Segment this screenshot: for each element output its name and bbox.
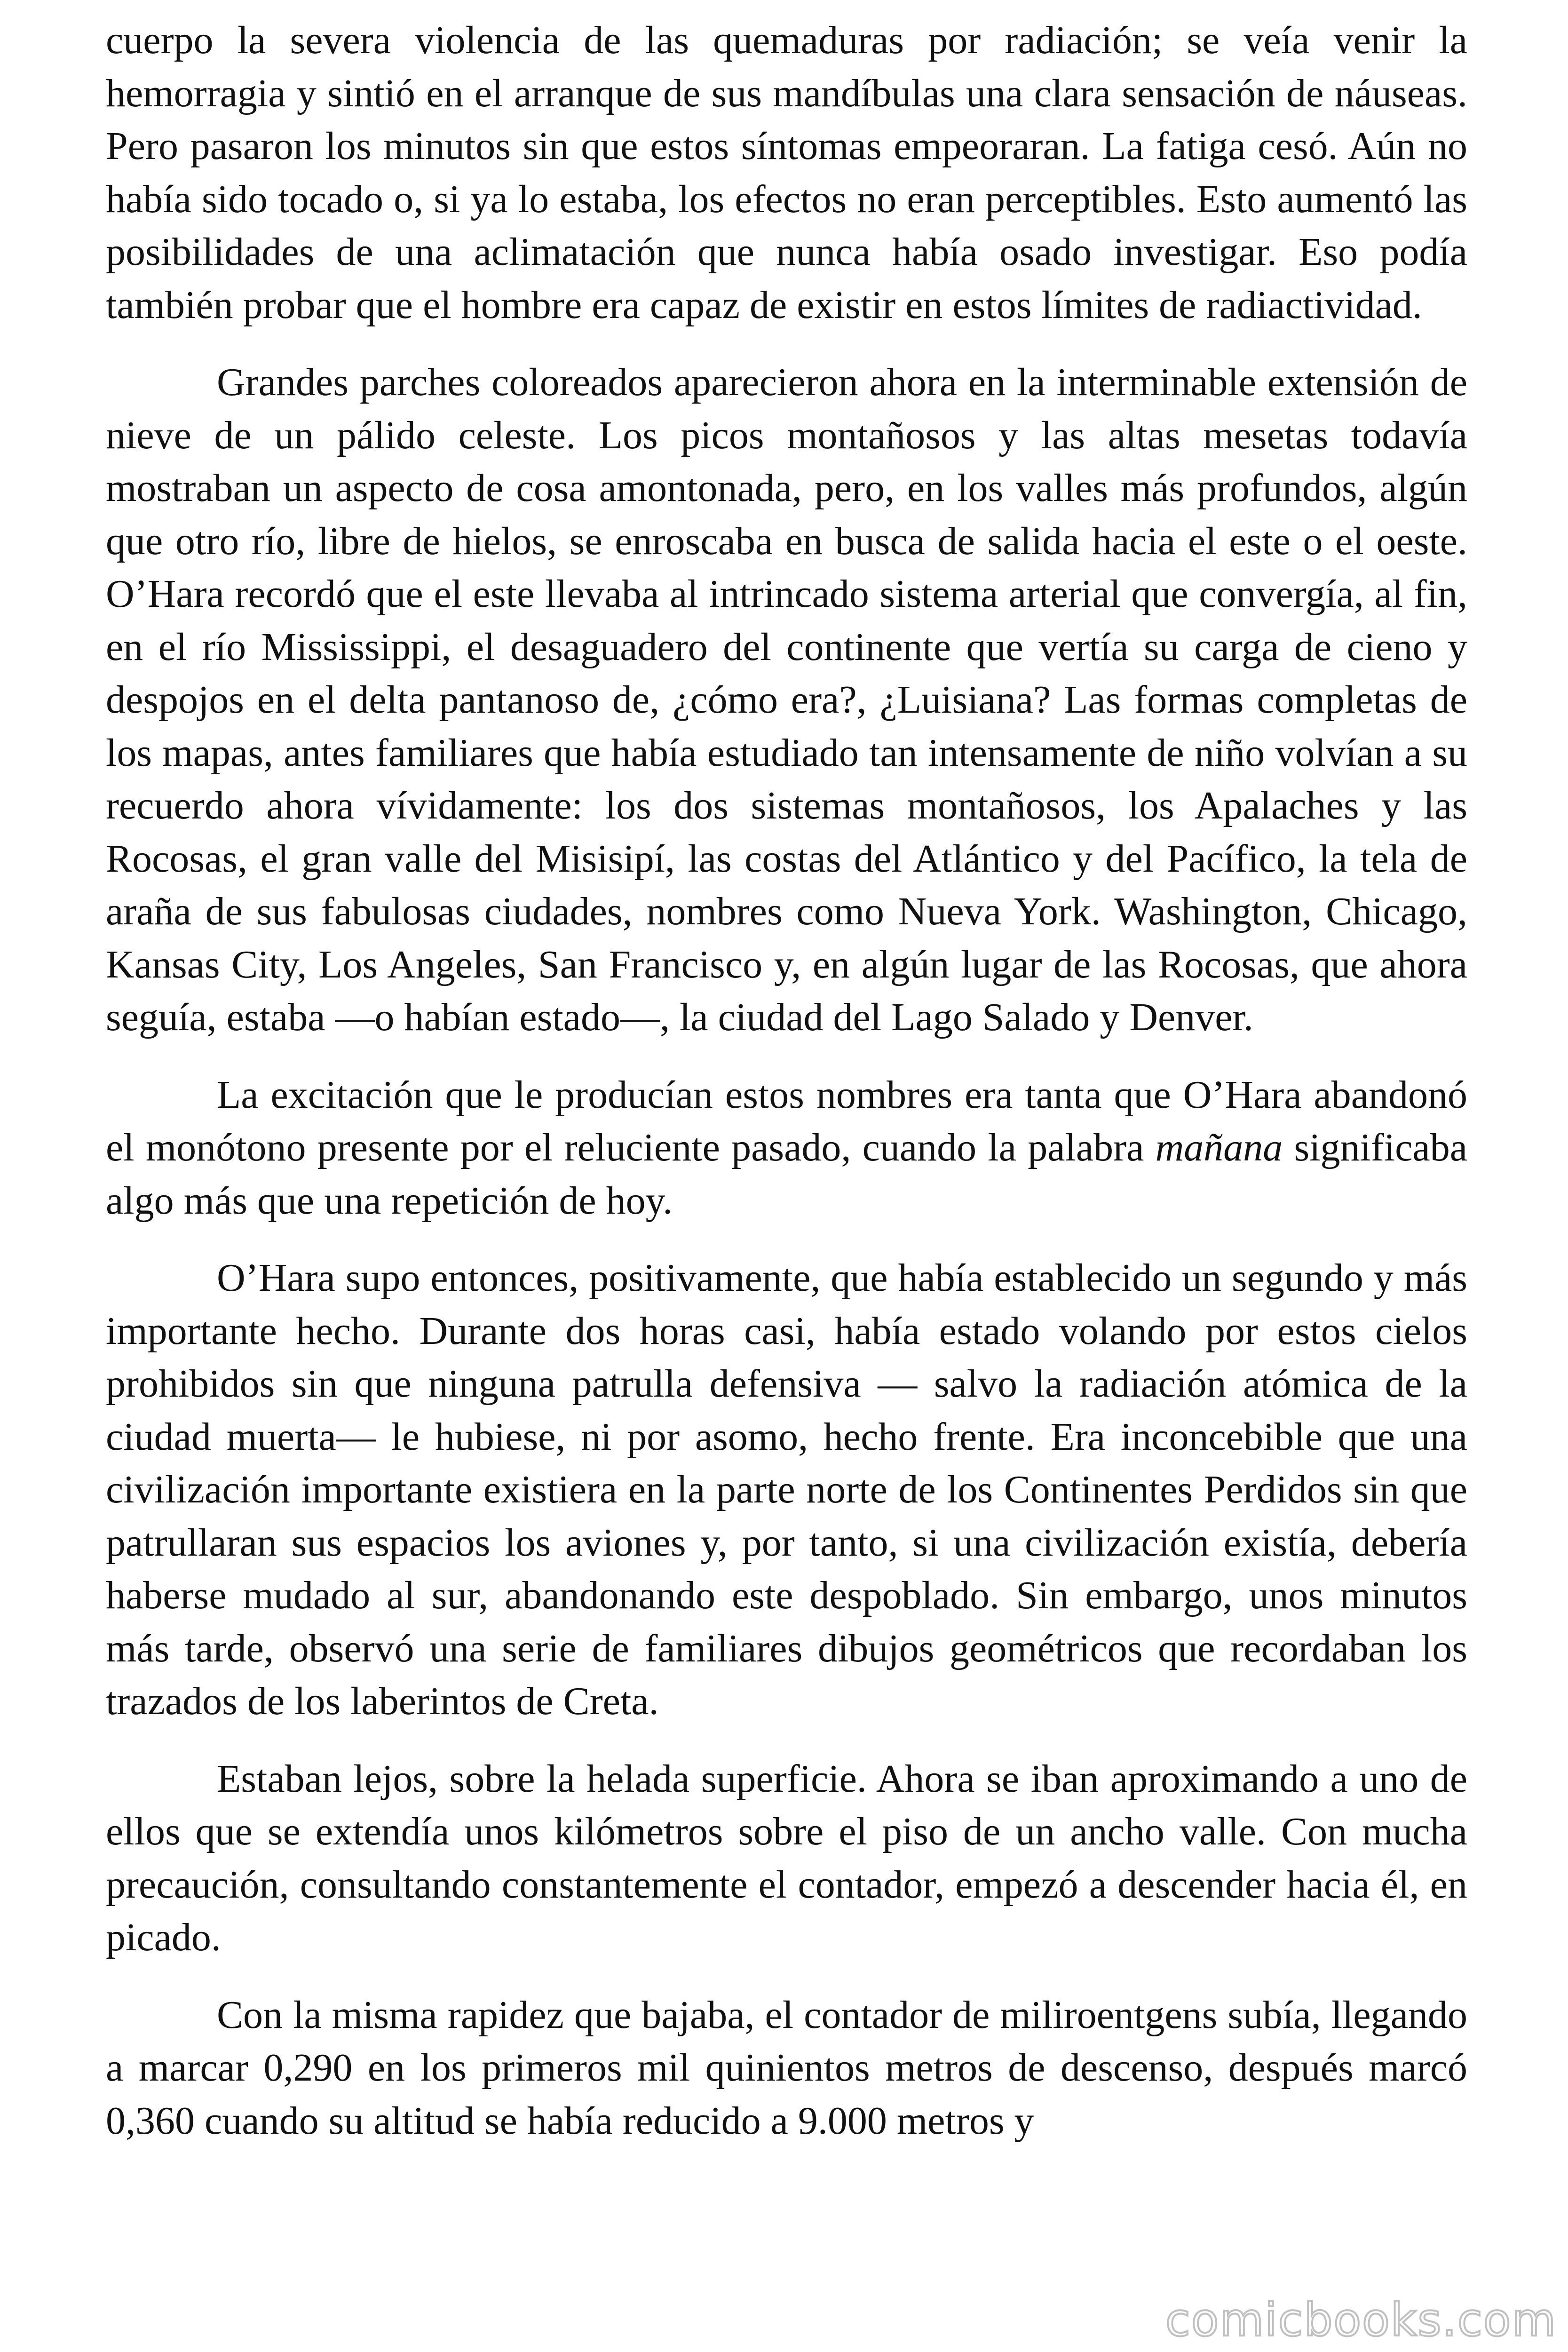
paragraph-3 (106, 1069, 1467, 1228)
book-page-text (106, 14, 1467, 2147)
paragraph-1 (106, 14, 1467, 332)
paragraph-5 (106, 1753, 1467, 1964)
text-run: La excitación que le producían estos nombres era tanta que O’Hara abandonó el monótono presente por el reluciente pasado, cuando la palabra (106, 1073, 1467, 1169)
paragraph-2 (106, 356, 1467, 1044)
text-run: O’Hara supo entonces, positivamente, que había establecido un segundo y más importante hecho. Durante dos horas casi, había estado volando por estos cielos prohibidos sin que ninguna patrulla defensiva — salvo la radiación atómica de la ciudad muerta— le hubiese, ni por asomo, hecho frente. Era inconcebible que una civilización importante existiera en la parte norte de los Continentes Perdidos sin que patrullaran sus espacios los aviones y, por tanto, si una civilización existía, debería haberse mudado al sur, abandonando este despoblado. Sin embargo, unos minutos más tarde, observó una serie de familiares dibujos geométricos que recordaban los trazados de los laberintos de Creta. (106, 1256, 1467, 1723)
paragraph-4 (106, 1252, 1467, 1728)
italic-word: mañana (1155, 1126, 1283, 1169)
text-run: cuerpo la severa violencia de las quemaduras por radiación; se veía venir la hemorragia y sintió en el arranque de sus mandíbulas una clara sensación de náuseas. Pero pasaron los minutos sin que estos síntomas empeoraran. La fatiga cesó. Aún no había sido tocado o, si ya lo estaba, los efectos no eran perceptibles. Esto aumentó las posibilidades de una aclimatación que nunca había osado investigar. Eso podía también probar que el hombre era capaz de existir en estos límites de radiactividad. (106, 18, 1467, 327)
text-run: Grandes parches coloreados aparecieron ahora en la interminable extensión de nieve de un pálido celeste. Los picos montañosos y las altas mesetas todavía mostraban un aspecto de cosa amontonada, pero, en los valles más profundos, algún que otro río, libre de hielos, se enroscaba en busca de salida hacia el este o el oeste. O’Hara recordó que el este llevaba al intrincado sistema arterial que convergía, al fin, en el río Mississippi, el desaguadero del continente que vertía su carga de cieno y despojos en el delta pantanoso de, ¿cómo era?, ¿Luisiana? Las formas completas de los mapas, antes familiares que había estudiado tan intensamente de niño volvían a su recuerdo ahora vívidamente: los dos sistemas montañosos, los Apalaches y las Rocosas, el gran valle del Misisipí, las costas del Atlántico y del Pacífico, la tela de araña de sus fabulosas ciudades, nombres como Nueva York. Washington, Chicago, Kansas City, Los Angeles, San Francisco y, en algún lugar de las Rocosas, que ahora seguía, estaba —o habían estado—, la ciudad del Lago Salado y Denver. (106, 360, 1467, 1039)
site-watermark: comicbooks.com (1165, 2294, 1557, 2346)
text-run: significaba algo más que una repetición de hoy. (106, 1126, 1468, 1223)
text-run: Estaban lejos, sobre la helada superficie. Ahora se iban aproximando a uno de ellos que se extendía unos kilómetros sobre el piso de un ancho valle. Con mucha precaución, consultando constantemente el contador, empezó a descender hacia él, en picado. (106, 1756, 1467, 1959)
paragraph-6 (106, 1989, 1467, 2148)
text-run: Con la misma rapidez que bajaba, el contador de miliroentgens subía, llegando a marcar 0,290 en los primeros mil quinientos metros de descenso, después marcó 0,360 cuando su altitud se había reducido a 9.000 metros y (106, 1993, 1467, 2143)
